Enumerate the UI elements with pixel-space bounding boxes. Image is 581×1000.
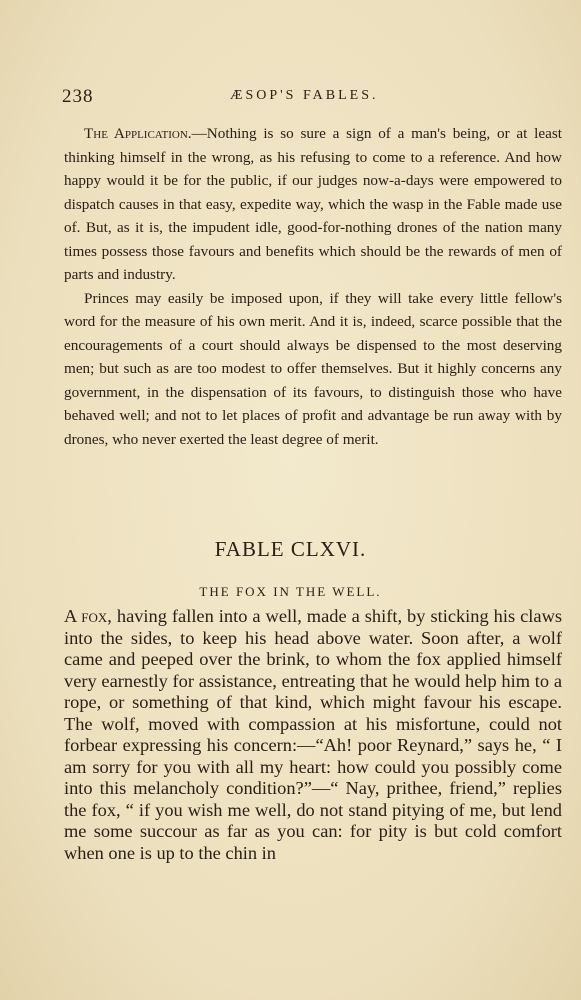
fable-paragraph [64,606,562,864]
page-header [62,86,541,110]
fable-subtitle: THE FOX IN THE WELL. [199,584,382,599]
application-paragraph-1-text: —Nothing is so sure a sign of a man's being, or at least thinking himself in the wrong, as his refusing to come to a reference. And how happy would it be for the public, if our judges now-a-days were empowered to dispatch causes in that easy, expedite way, which the wasp in the Fable made use of. But, as it is, the impudent idle, good-for-nothing drones of the nation many times possess those favours and benefits which should be the rewards of men of parts and industry. [64,125,562,283]
fable-text: having fallen into a well, made a shift, by sticking his claws into the sides, to keep his head above water. Soon after, a wolf came and peeped over the brink, to whom the fox applied himself very earnestly for assistance, entreating that he would help him to a rope, or something of that kind, which might favour his escape. The wolf, moved with compassion at his misfortune, could not forbear expressing his concern:—“Ah! poor Reynard,” says he, “ I am sorry for you with all my heart: how could you possibly come into this melancholy condition?”—“ Nay, prithee, friend,” replies the fox, “ if you wish me well, do not stand pitying of me, but lend me some succour as far as you can: for pity is but cold comfort when one is up to the chin in [64,606,563,863]
running-title: ÆSOP'S FABLES. [230,88,379,103]
page-number: 238 [62,86,94,107]
application-section [64,122,562,451]
application-paragraph-2: Princes may easily be imposed upon, if they will take every little fellow's word for the measure of his own merit. And it is, indeed, scarce possible that the encouragements of a court should always be dispensed to the most deserving men; but such as are too modest to offer themselves. But it highly concerns any government, in the dispensation of its favours, to distinguish those who have behaved well; and not to let places of profit and advantage be run away with by drones, who never exerted the least degree of merit. [64,289,562,448]
fable-body [64,606,562,864]
application-paragraph-1 [64,122,562,287]
fable-lead: A fox, [64,606,112,626]
application-heading: The Application. [84,125,192,142]
fable-title: FABLE CLXVI. [214,537,367,561]
